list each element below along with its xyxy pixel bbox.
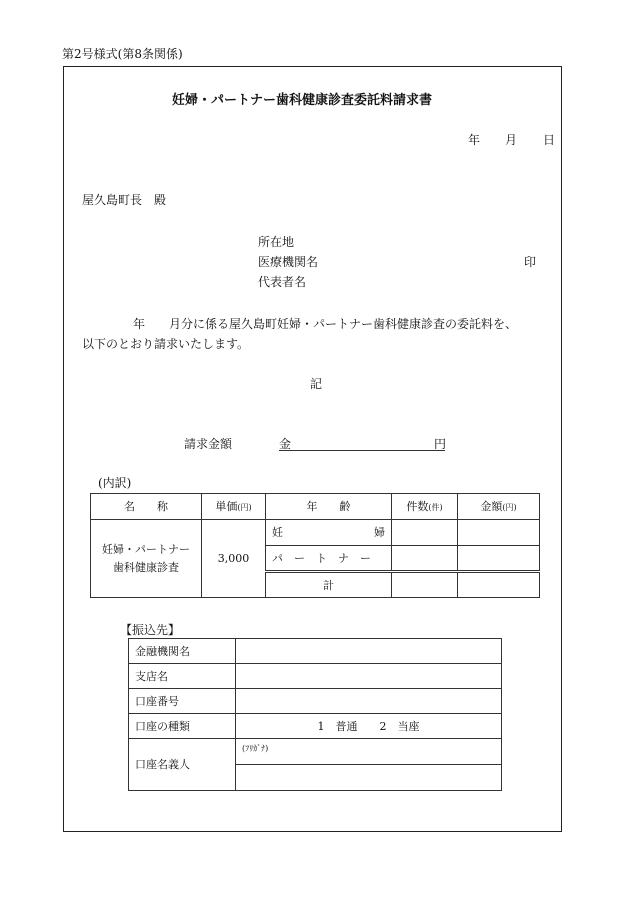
furigana-field[interactable] xyxy=(236,739,502,765)
holder-name-field[interactable] xyxy=(236,765,502,791)
age-row-partner: パ ー ト ナ ー xyxy=(266,546,392,572)
applicant-representative-label: 代表者名 xyxy=(258,275,307,289)
header-amount: 金額(円) xyxy=(458,494,540,520)
date-day: 日 xyxy=(543,133,556,147)
document-title: 妊婦・パートナー歯科健康診査委託料請求書 xyxy=(172,93,433,108)
bank-table xyxy=(128,638,502,791)
header-age: 年 齢 xyxy=(266,494,392,520)
seal-mark: 印 xyxy=(524,255,537,269)
account-type-options[interactable]: 1 普通 2 当座 xyxy=(236,714,502,739)
account-number-label: 口座番号 xyxy=(129,689,236,714)
amount-suffix: 円 xyxy=(434,437,447,451)
amount-line xyxy=(279,436,445,451)
header-name: 名 称 xyxy=(91,494,202,520)
bank-caption: 【振込先】 xyxy=(120,623,181,637)
item-name-line2: 歯科健康診査 xyxy=(113,560,179,574)
header-count: 件数(件) xyxy=(392,494,458,520)
amount-cell-partner[interactable] xyxy=(458,546,540,572)
holder-label: 口座名義人 xyxy=(129,739,236,791)
breakdown-caption: (内訳) xyxy=(98,476,132,490)
count-cell-partner[interactable] xyxy=(392,546,458,572)
applicant-institution-label: 医療機関名 xyxy=(258,255,319,269)
body-text-line2: 以下のとおり請求いたします。 xyxy=(82,337,250,351)
amount-prefix: 金 xyxy=(279,437,292,451)
furigana-label: (ﾌﾘｶﾞﾅ) xyxy=(242,744,269,753)
addressee: 屋久島町長 殿 xyxy=(82,193,167,207)
applicant-location-label: 所在地 xyxy=(258,235,295,249)
item-name-cell xyxy=(91,520,202,598)
branch-label: 支店名 xyxy=(129,664,236,689)
header-unit-price: 単価(円) xyxy=(202,494,266,520)
count-cell-total[interactable] xyxy=(392,572,458,598)
account-type-label: 口座の種類 xyxy=(129,714,236,739)
item-name-line1: 妊婦・パートナー xyxy=(102,542,190,556)
branch-field[interactable] xyxy=(236,664,502,689)
age-row-pregnant xyxy=(266,520,392,546)
body-text-line1: 年 月分に係る屋久島町妊婦・パートナー歯科健康診査の委託料を、 xyxy=(133,317,518,331)
breakdown-table xyxy=(90,493,540,598)
amount-cell-total[interactable] xyxy=(458,572,540,598)
date-month: 月 xyxy=(505,133,518,147)
unit-price-cell: 3,000 xyxy=(202,520,266,598)
pregnant-right: 婦 xyxy=(374,526,385,539)
bank-name-label: 金融機関名 xyxy=(129,639,236,664)
account-number-field[interactable] xyxy=(236,689,502,714)
pregnant-left: 妊 xyxy=(272,526,283,539)
count-cell-pregnant[interactable] xyxy=(392,520,458,546)
amount-cell-pregnant[interactable] xyxy=(458,520,540,546)
date-year: 年 xyxy=(468,133,481,147)
total-label: 計 xyxy=(266,572,392,598)
ki-heading: 記 xyxy=(310,377,323,391)
amount-label: 請求金額 xyxy=(184,437,233,451)
bank-name-field[interactable] xyxy=(236,639,502,664)
form-number: 第2号様式(第8条関係) xyxy=(62,47,183,61)
